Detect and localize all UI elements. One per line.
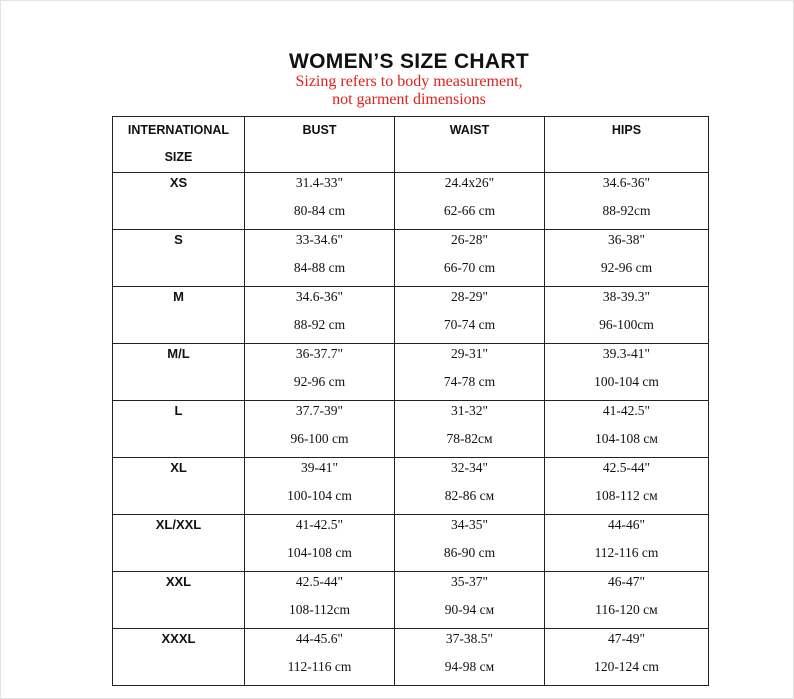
hips-cell [545, 629, 709, 686]
size-cell: L [113, 401, 245, 458]
waist-inches: 29-31" [450, 346, 488, 361]
hips-inches: 36-38" [607, 232, 645, 247]
bust-inches: 34.6-36" [295, 289, 344, 304]
table-row [113, 572, 709, 629]
bust-centimeters: 96-100 cm [290, 431, 349, 446]
size-cell: XXXL [113, 629, 245, 686]
header-size-line-2: SIZE [164, 150, 193, 164]
waist-centimeters: 78-82см [446, 431, 493, 446]
waist-inches: 31-32" [450, 403, 488, 418]
hips-cell [545, 401, 709, 458]
hips-inches: 42.5-44" [602, 460, 651, 475]
waist-cell [395, 572, 545, 629]
table-row [113, 401, 709, 458]
header-bust: BUST [245, 117, 395, 173]
waist-inches: 24.4x26" [444, 175, 495, 190]
hips-cell [545, 173, 709, 230]
size-cell: XXL [113, 572, 245, 629]
bust-cell [245, 572, 395, 629]
bust-inches: 36-37.7" [295, 346, 344, 361]
waist-centimeters: 66-70 cm [443, 260, 496, 275]
bust-cell [245, 458, 395, 515]
hips-cell [545, 230, 709, 287]
hips-cell [545, 458, 709, 515]
hips-centimeters: 92-96 cm [600, 260, 653, 275]
hips-inches: 41-42.5" [602, 403, 651, 418]
waist-inches: 35-37" [450, 574, 488, 589]
waist-centimeters: 62-66 cm [443, 203, 496, 218]
bust-cell [245, 344, 395, 401]
waist-centimeters: 70-74 cm [443, 317, 496, 332]
bust-inches: 31.4-33" [295, 175, 344, 190]
hips-centimeters: 112-116 cm [594, 545, 659, 560]
size-cell: XS [113, 173, 245, 230]
hips-inches: 44-46" [607, 517, 645, 532]
waist-inches: 28-29" [450, 289, 488, 304]
header-row [113, 117, 709, 173]
table-row [113, 344, 709, 401]
waist-cell [395, 629, 545, 686]
waist-cell [395, 401, 545, 458]
bust-cell [245, 515, 395, 572]
bust-centimeters: 84-88 cm [293, 260, 346, 275]
hips-centimeters: 108-112 см [595, 488, 658, 503]
subtitle-line-1: Sizing refers to body measurement, [295, 73, 523, 90]
table-row [113, 287, 709, 344]
bust-inches: 41-42.5" [295, 517, 344, 532]
bust-centimeters: 88-92 cm [293, 317, 346, 332]
hips-inches: 47-49" [607, 631, 645, 646]
hips-cell [545, 572, 709, 629]
size-cell: XL/XXL [113, 515, 245, 572]
table-row [113, 230, 709, 287]
waist-inches: 34-35" [450, 517, 488, 532]
hips-cell [545, 515, 709, 572]
header-hips: HIPS [545, 117, 709, 173]
bust-centimeters: 92-96 cm [293, 374, 346, 389]
waist-centimeters: 82-86 см [444, 488, 495, 503]
waist-centimeters: 74-78 cm [443, 374, 496, 389]
table-row [113, 173, 709, 230]
bust-cell [245, 401, 395, 458]
subtitle-line-2: not garment dimensions [332, 91, 486, 108]
waist-inches: 37-38.5" [445, 631, 494, 646]
bust-inches: 37.7-39" [295, 403, 344, 418]
bust-centimeters: 108-112cm [289, 602, 350, 617]
hips-centimeters: 104-108 см [595, 431, 658, 446]
waist-cell [395, 344, 545, 401]
waist-cell [395, 173, 545, 230]
waist-cell [395, 287, 545, 344]
waist-inches: 32-34" [450, 460, 488, 475]
hips-centimeters: 116-120 см [595, 602, 658, 617]
table-row [113, 458, 709, 515]
hips-cell [545, 344, 709, 401]
size-chart-table [112, 116, 709, 686]
hips-inches: 39.3-41" [602, 346, 651, 361]
table-row [113, 515, 709, 572]
waist-inches: 26-28" [450, 232, 488, 247]
bust-inches: 42.5-44" [295, 574, 344, 589]
hips-centimeters: 88-92cm [602, 203, 651, 218]
header-international-size [113, 117, 245, 173]
bust-cell [245, 287, 395, 344]
waist-centimeters: 86-90 cm [443, 545, 496, 560]
bust-inches: 44-45.6" [295, 631, 344, 646]
hips-centimeters: 120-124 cm [594, 659, 659, 674]
waist-cell [395, 515, 545, 572]
bust-cell [245, 230, 395, 287]
bust-centimeters: 104-108 cm [287, 545, 352, 560]
bust-inches: 39-41" [300, 460, 338, 475]
size-cell: M [113, 287, 245, 344]
hips-cell [545, 287, 709, 344]
bust-inches: 33-34.6" [295, 232, 344, 247]
hips-inches: 34.6-36" [602, 175, 651, 190]
waist-centimeters: 94-98 см [444, 659, 495, 674]
bust-cell [245, 173, 395, 230]
table-row [113, 629, 709, 686]
hips-centimeters: 96-100cm [599, 317, 654, 332]
hips-inches: 46-47" [607, 574, 645, 589]
bust-cell [245, 629, 395, 686]
size-cell: XL [113, 458, 245, 515]
page-title: WOMEN’S SIZE CHART [289, 50, 529, 73]
waist-centimeters: 90-94 см [444, 602, 495, 617]
size-cell: M/L [113, 344, 245, 401]
waist-cell [395, 230, 545, 287]
header-size-line-1: INTERNATIONAL [127, 123, 230, 137]
waist-cell [395, 458, 545, 515]
size-cell: S [113, 230, 245, 287]
hips-inches: 38-39.3" [602, 289, 651, 304]
header-waist: WAIST [395, 117, 545, 173]
bust-centimeters: 100-104 cm [287, 488, 352, 503]
bust-centimeters: 80-84 cm [293, 203, 346, 218]
bust-centimeters: 112-116 cm [287, 659, 352, 674]
hips-centimeters: 100-104 cm [594, 374, 659, 389]
